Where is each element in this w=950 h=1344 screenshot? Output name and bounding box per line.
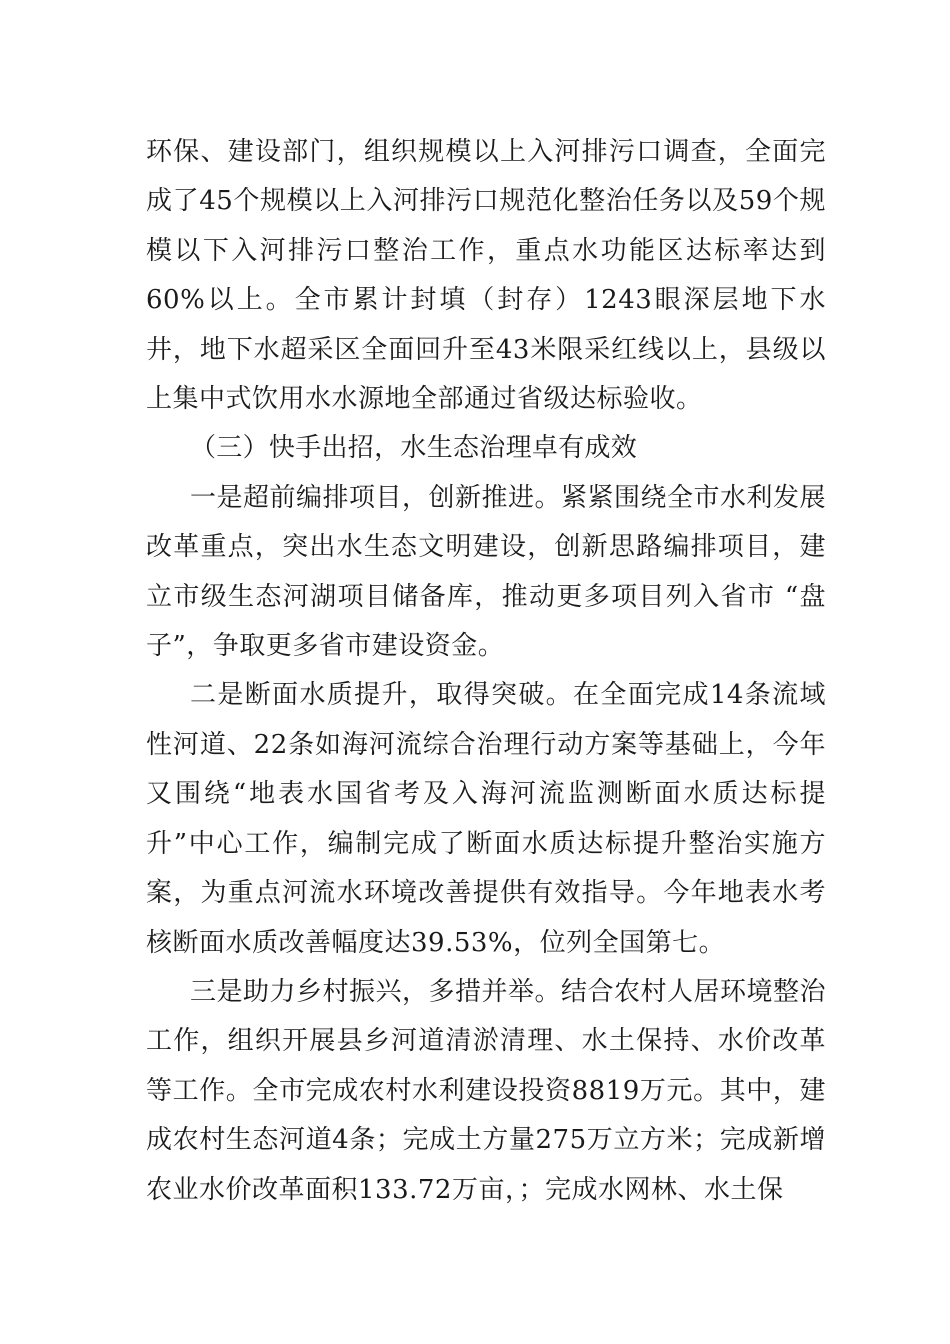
document-body <box>146 128 826 1215</box>
section-heading: （三）快手出招，水生态治理卓有成效 <box>190 433 638 464</box>
paragraph-project-planning: 一是超前编排项目，创新推进。紧紧围绕全市水利发展改革重点，突出水生态文明建设，创新思路编排项目，建立市级生态河湖项目储备库，推动更多项目列入省市 “盘子”，争取更多省市建设资金。 <box>146 482 827 662</box>
paragraph-continuation: 环保、建设部门，组织规模以上入河排污口调查，全面完成了45个规模以上入河排污口规范化整治任务以及59个规模以下入河排污口整治工作，重点水功能区达标率达到60%以上。全市累计封填（封存）1243眼深层地下水井，地下水超采区全面回升至43米限采红线以上，县级以上集中式饮用水水源地全部通过省级达标验收。 <box>146 137 826 415</box>
paragraph-rural-revitalization: 三是助力乡村振兴，多措并举。结合农村人居环境整治工作，组织开展县乡河道清淤清理、水土保持、水价改革等工作。全市完成农村水利建设投资8819万元。其中，建成农村生态河道4条；完成土方量275万立方米；完成新增农业水价改革面积133.72万亩，；完成水网林、水土保 <box>146 976 827 1205</box>
paragraph-water-quality: 二是断面水质提升，取得突破。在全面完成14条流域性河道、22条如海河流综合治理行动方案等基础上，今年又围绕“地表水国省考及入海河流监测断面水质达标提升”中心工作，编制完成了断面水质达标提升整治实施方案，为重点河流水环境改善提供有效指导。今年地表水考核断面水质改善幅度达39.53%，位列全国第七。 <box>146 680 826 958</box>
